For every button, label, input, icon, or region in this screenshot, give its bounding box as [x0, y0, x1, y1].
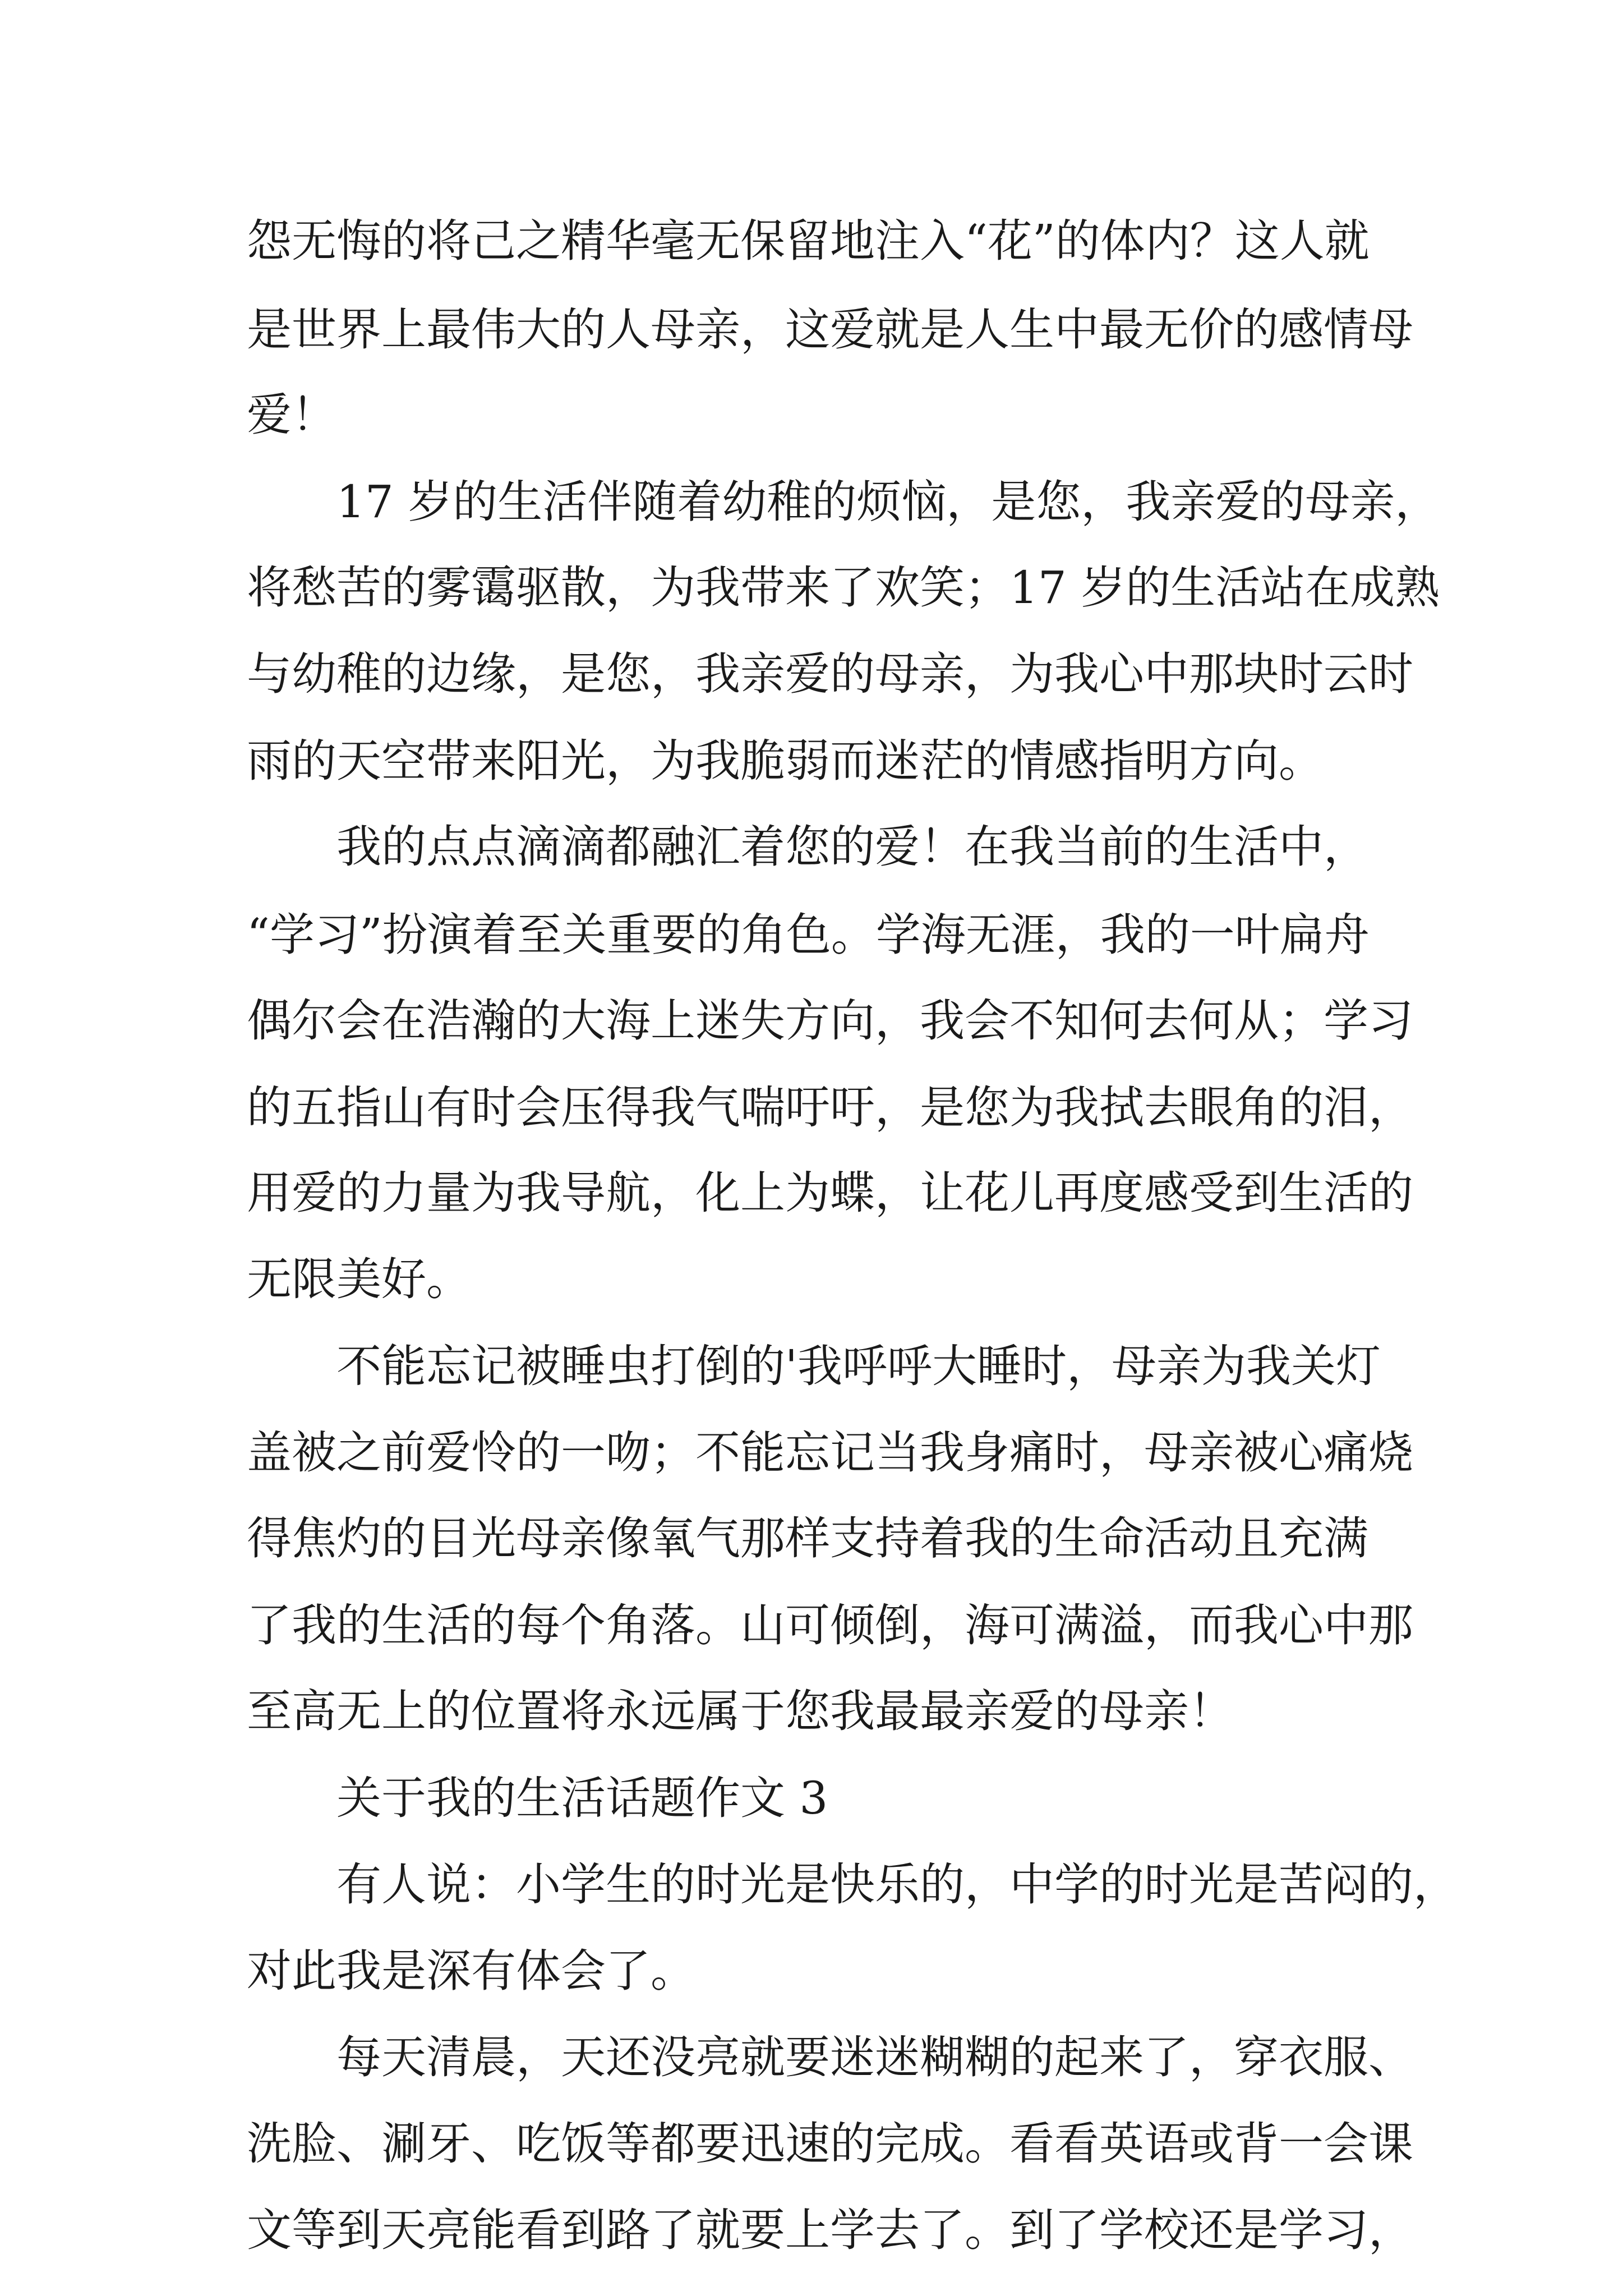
- paragraph-first-line: 有人说：小学生的时光是快乐的，中学的时光是苦闷的，: [336, 1858, 1458, 1911]
- text-line: 用爱的力量为我导航，化上为蝶，让花儿再度感受到生活的: [247, 1167, 1413, 1219]
- text-line: “学习”扮演着至关重要的角色。学海无涯，我的一叶扁舟: [247, 909, 1370, 961]
- text-line: 无限美好。: [247, 1253, 471, 1305]
- text-line: 盖被之前爱怜的一吻；不能忘记当我身痛时，母亲被心痛烧: [247, 1427, 1413, 1479]
- text-line: 爱！: [247, 389, 336, 441]
- text-line: 怨无悔的将己之精华毫无保留地注入“花”的体内？这人就: [247, 215, 1370, 267]
- text-line: 对此我是深有体会了。: [247, 1945, 695, 1997]
- paragraph-first-line: 每天清晨，天还没亮就要迷迷糊糊的起来了，穿衣服、: [336, 2031, 1413, 2083]
- text-line: 的五指山有时会压得我气喘吁吁，是您为我拭去眼角的泪，: [247, 1082, 1413, 1134]
- text-line: 得焦灼的目光母亲像氧气那样支持着我的生命活动且充满: [247, 1512, 1368, 1565]
- text-line: 文等到天亮能看到路了就要上学去了。到了学校还是学习，: [247, 2204, 1413, 2256]
- text-line: 至高无上的位置将永远属于您我最最亲爱的母亲！: [247, 1685, 1234, 1737]
- text-line: 洗脸、涮牙、吃饭等都要迅速的完成。看看英语或背一会课: [247, 2118, 1413, 2170]
- text-line: 雨的天空带来阳光，为我脆弱而迷茫的情感指明方向。: [247, 735, 1324, 787]
- text-line: 了我的生活的每个角落。山可倾倒，海可满溢，而我心中那: [247, 1599, 1413, 1651]
- paragraph-first-line: 我的点点滴滴都融汇着您的爱！在我当前的生活中，: [336, 821, 1368, 873]
- text-line: 是世界上最伟大的人母亲，这爱就是人生中最无价的感情母: [247, 303, 1413, 356]
- paragraph-first-line: 17 岁的生活伴随着幼稚的烦恼，是您，我亲爱的母亲，: [336, 476, 1440, 528]
- section-heading: 关于我的生活话题作文 3: [336, 1772, 828, 1824]
- text-line: 将愁苦的雾霭驱散，为我带来了欢笑；17 岁的生活站在成熟: [247, 562, 1440, 614]
- text-line: 偶尔会在浩瀚的大海上迷失方向，我会不知何去何从；学习: [247, 995, 1413, 1047]
- text-line: 与幼稚的边缘，是您，我亲爱的母亲，为我心中那块时云时: [247, 648, 1413, 700]
- paragraph-first-line: 不能忘记被睡虫打倒的'我呼呼大睡时，母亲为我关灯: [336, 1340, 1381, 1392]
